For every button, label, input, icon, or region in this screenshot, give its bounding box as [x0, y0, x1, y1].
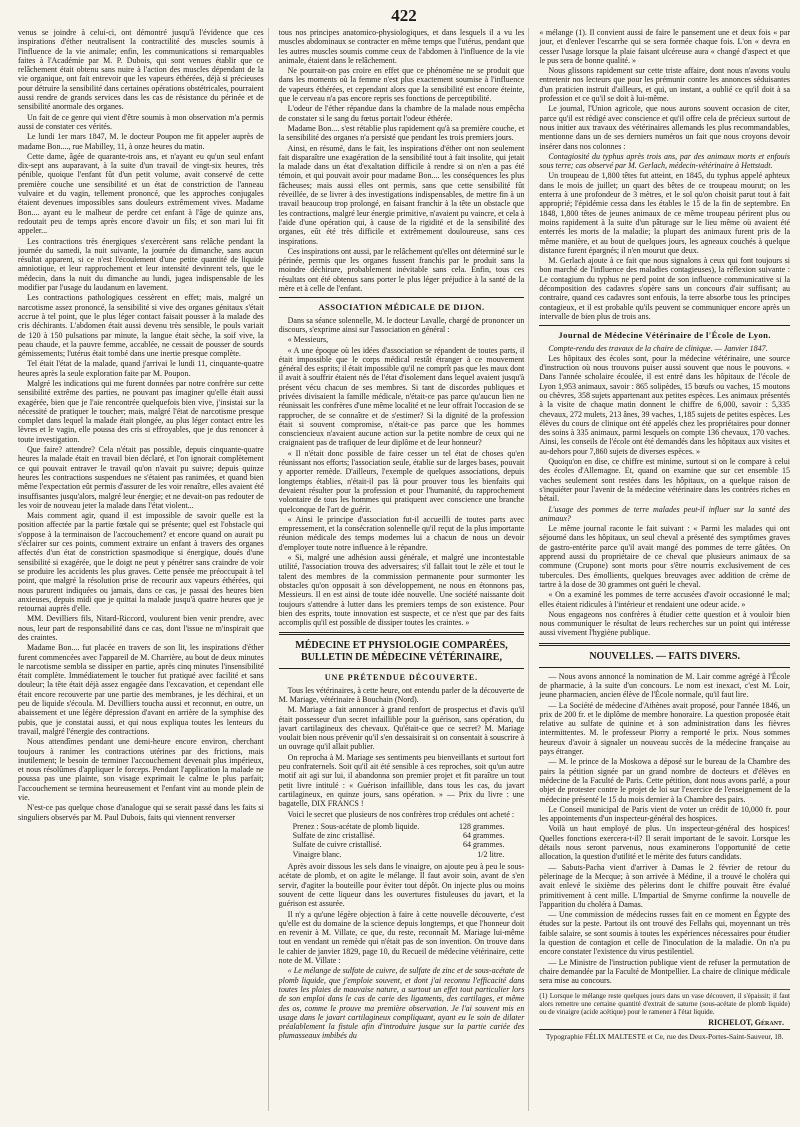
formula-row [293, 822, 525, 831]
section-divider [539, 667, 790, 668]
col3-paragraph: Nous glissons rapidement sur cette triste affaire, dont nous n'avons voulu entretenir nos lecteurs que pour les prémunir contre les annonces séduisantes d'un praticien instruit d'ailleurs, et qui, un instant, a oublié ce qu'il doit à sa profession et ce qu'il se doit à lui-même. [539, 66, 790, 104]
association-paragraph: « Si, malgré une adhésion aussi générale, et malgré une incontestable utilité, l'association trouva des adversaires; s'il fallait tout le zèle et tout le talent des membres de la commission permanente pour surmonter les obstacles qu'on opposait à son développement, ne nous en étonnons pas, Messieurs. Il en est ainsi de toute idée nouvelle. Une société naissante doit toujours s'attendre à lutter dans les premiers temps de son existence. Pour bien des esprits, toute innovation est suspecte, et ce n'est que par des faits accomplis qu'il est possible de dissiper toutes les craintes. » [278, 553, 525, 628]
formula-quantity: 64 grammes. [463, 840, 505, 850]
col1-paragraph: venus se joindre à celui-ci, ont démontré jusqu'à l'évidence que ces inspirations d'éther neutralisent la contractilité des muscles soumis à l'influence de la vie animale; enfin, les communications si remarquables faites à l'Académie par M. P. Dubois, qui sont venues établir que ce relâchement était obtenu sans nuire à l'action des muscles dépendant de la vie organique, ont fait entrevoir que les vapeurs éthérées, déjà si précieuses pour détruire la sensibilité dans certaines opérations obstétricales, pourraient aussi rendre de grands services dans les cas de résistance du périnée et de sensibilité anormale des organes. [18, 28, 264, 112]
news-item: — M. le prince de la Moskowa a déposé sur le bureau de la Chambre des pairs la pétition signée par un grand nombre de docteurs et d'élèves en médecine de la Faculté de Paris. Cette pétition, dont nous avons parlé, a pour objet de protester contre le projet de loi sur l'exercice de l'enseignement de la médecine présenté le 15 du mois dernier à la Chambre des pairs. [539, 757, 790, 804]
col2-paragraph: Ces inspirations ont aussi, par le relâchement qu'elles ont déterminé sur le périnée, permis que les organes fussent franchis par le produit sans la moindre déchirure, probablement inévitable sans cela. Enfin, tous ces résultats ont été obtenus sans porter le plus léger préjudice à la santé de la mère et à celle de l'enfant. [278, 246, 525, 294]
col1-paragraph: Madame Bon.... fut placée en travers de son lit, les inspirations d'éther furent commencées avec l'appareil de M. Charrière, au bout de deux minutes le narcotisme sembla se dissiper en partie, après cinq minutes l'insensibilité était complète. Immédiatement le toucher fut pratiqué avec facilité et sans douleur; la tête était déjà assez engagée dans l'excavation, et cependant elle était encore recouverte par une partie des membranes, je les déchirai, et un peu de liquide s'écoula. M. Devilliers toucha aussi et reconnut, en outre, un abaissement et une légère dépression d'avant en arrière de la symphise des pubis, que je constatai aussi, et qui nous expliqua toutes les lenteurs du travail, malgré l'énergie des contractions. [18, 643, 264, 736]
news-item: — Une commission de médecins russes fait en ce moment en Égypte des études sur la peste. Partout ils ont trouvé des Fellahs qui, moyennant un très faible salaire, se sont soumis à toutes les expériences nécessaires pour étudier la question de contagion et celle de l'inoculation de la maladie. On n'a pu encore constater l'existence du virus pestilentiel. [539, 910, 790, 957]
lyon-journal-subtitle: Compte-rendu des travaux de la chaire de clinique. — Janvier 1847. [548, 343, 768, 353]
veterinary-bulletin-header: MÉDECINE ET PHYSIOLOGIE COMPARÉES, BULLETIN DE MÉDECINE VÉTÉRINAIRE, [295, 640, 508, 664]
col2-paragraph: Ne pourrait-on pas croire en effet que ce phénomène ne se produit que dans les moments où la femme n'est plus exactement soumise à l'influence de vapeurs éthérées, et cependant alors que la sensibilité est encore éteinte, que le cerveau n'a pas encore repris ses fonctions de perceptibilité. [278, 66, 525, 104]
editor-signature: RICHELOT, Gérant. [708, 1017, 784, 1027]
veterinary-paragraph: Voici le secret que plusieurs de nos confrères trop crédules ont acheté : [287, 809, 515, 819]
col2-paragraph: Madame Bon.... s'est rétablie plus rapidement qu'à sa première couche, et la sensibilité des organes n'a persisté que pendant les trois premiers jours. [278, 123, 525, 143]
col3-paragraph: Le journal, l'Union agricole, que nous aurons souvent occasion de citer, parce qu'il est rédigé avec conscience et qu'il offre cela de précieux surtout de nous initier aux travaux des vétérinaires allemands les plus recommandables, mentionne dans un de ses derniers numéros un fait que nous croyons devoir insérer dans nos colonnes : [539, 104, 790, 151]
formula-row [293, 840, 525, 849]
formula-ingredient: Sulfate de cuivre cristallisé. [292, 840, 382, 850]
page-number: 422 [391, 6, 417, 25]
news-header: NOUVELLES. — FAITS DIVERS. [589, 650, 740, 662]
veterinary-paragraph: Après avoir dissous les sels dans le vinaigre, on ajoute peu à peu le sous-acétate de plomb, et on agite le mélange. Il faut avoir soin, avant de s'en servir, d'agiter la bouteille pour éviter tout dépôt. On injecte plus ou moins souvent de cette liqueur dans les ouvertures fistuleuses du javart, et la guérison est assurée. [278, 862, 525, 909]
contagion-title: Contagiosité du typhus après trois ans, par des animaux morts et enfouis sous terre; cas observé par M. Gerlach, médecin-vétérinaire à Hettstadt. [539, 151, 790, 171]
col1-paragraph: Cette dame, âgée de quarante-trois ans, et n'ayant eu qu'un seul enfant dix-sept ans auparavant, à la suite d'un travail de vingt-six heures, très pénible, quoique l'enfant fût d'un petit volume, avait conservé de cette première couche une sensibilité et un état de constriction de l'anneau vulvaire et du vagin, tellement prononcé, que les approches conjugales étaient devenues impossibles sans douleurs extrêmement vives. Madame Bon.... ayant eu le malheur de perdre cet enfant à l'âge de quinze ans, redoutait peu de temps après encore d'avoir un fils; et son mari lui fit appeler... [18, 151, 264, 236]
formula-ingredient: Vinaigre blanc. [292, 849, 342, 859]
column-1 [18, 28, 269, 1111]
formula-ingredient: Prenez : Sous-acétate de plomb liquide. [292, 821, 420, 831]
veterinary-paragraph: On reprocha à M. Mariage ses sentiments peu bienveillants et surtout fort peu confraternels. Soit qu'il ait été sensible à ces reproches, soit qu'un autre motif ait agi sur lui, il abandonna son premier projet et fit paraître un tout petit livre intitulé : « Guérison infaillible, dans tous les cas, du javart cartilagineux, en quinze jours, sans opération. » — Prix du livre : une bagatelle, DIX FRANCS ! [278, 752, 525, 809]
remedy-formula [293, 822, 525, 859]
col1-paragraph: Les contractions pathologiques cessèrent en effet; mais, malgré un narcotisme assez prononcé, la sensibilité si vive des organes génitaux s'était accrue à tel point, que le plus léger contact faisait pousser à la malade des cris déchirants. L'abdomen était aussi devenu très sensible, le pouls variait de 120 à 150 pulsations par minute, la langue était sèche, la soif vive, la peau chaude, et la pauvre femme, accablée, ne cessait de pousser de sourds gémissements; l'utérus était tombé dans une inertie presque complète. [18, 293, 264, 359]
lyon-paragraph: Les hôpitaux des écoles sont, pour la médecine vétérinaire, une source d'instruction où nous trouvons puiser aussi souvent que nous le pouvons. « Dans l'année scholaire écoulée, il est entré dans les hôpitaux de l'école de Lyon 1,953 animaux, savoir : 865 solipèdes, 15 bœufs ou vaches, 15 moutons ou chèvres, 358 sujets appartenant aux petites espèces. Les animaux présentés à la visite de chaque matin donnent le chiffre de 6,000, savoir : 5,335 chevaux, 272 mulets, 213 ânes, 39 vaches, 1,185 sujets de petites espèces. Les élèves du cours de clinique ont été appelés chez les propriétaires pour donner des soins à 335 animaux, parmi lesquels on compte 136 chevaux, 170 vaches. Ainsi, les conseils de l'école ont été demandés dans les hôpitaux aux visites et au-dehors pour 7,860 sujets de diverses espèces. » [539, 353, 790, 456]
potatoes-paragraph: Le même journal raconte le fait suivant : « Parmi les malades qui ont séjourné dans les hôpitaux, un seul cheval a présenté des symptômes graves de gastro-entérite parce qu'il avait mangé des pommes de terre gâtées. On apprend aussi du propriétaire de ce cheval que plusieurs animaux de sa commune (Crupone) sont morts pour s'être nourris exclusivement de ces tubercules. Des émollients, quelques breuvages avec addition de crème de tartre à la dose de 30 grammes ont guéri le cheval. [539, 524, 790, 589]
formula-quantity: 1/2 litre. [477, 849, 505, 859]
section-divider [279, 632, 525, 635]
col1-paragraph: Tel était l'état de la malade, quand j'arrivai le lundi 11, cinquante-quatre heures après la seule exploration faite par M. Poupon. [18, 359, 264, 378]
news-item: Le Conseil municipal de Paris vient de voter un crédit de 10,000 fr. pour les appointements d'un inspecteur-général des hospices. [539, 804, 790, 824]
col2-paragraph: L'odeur de l'éther répandue dans la chambre de la malade nous empêcha de constater si le sang du fœtus portait l'odeur éthérée. [278, 104, 525, 123]
col1-paragraph: Les contractions très énergiques s'exercèrent sans relâche pendant la journée du samedi, la nuit suivante, la journée du dimanche, sans aucun résultat apparent, si ce n'est l'écoulement d'une petite quantité de liquide amniotique, et leur rapprochement et leur intensité devinrent tels, que le médecin, dans la nuit du dimanche au lundi, jugea indispensable de les modifier par l'usage du laudanum en lavement. [18, 236, 264, 293]
formula-quantity: 64 grammes. [463, 831, 505, 841]
association-paragraph: « Ainsi le principe d'association fut-il accueilli de toutes parts avec empressement, et la consécration solennelle qu'il reçut de la plus importante réunion médicale des temps modernes lui a chacun de nous un devoir d'employer toute notre influence à le répandre. [278, 514, 525, 552]
association-paragraph: « Il n'était donc possible de faire cesser un tel état de choses qu'en réunissant nos efforts; l'association seule, établie sur de larges bases, pouvait y apporter remède. D'ailleurs, l'exemple de quelques associations, depuis longtemps établies, n'était-il pas là pour prouver tous les bienfaits qui devaient résulter pour la profession et pour l'humanité, du rapprochement volontaire de tous les hommes qui pratiquent avec conscience une branche quelconque de l'art de guérir. [278, 448, 525, 514]
news-item: — Le Ministre de l'instruction publique vient de refuser la permutation de chaire demandée par la Faculté de Montpellier. La chaire de clinique médicale sera mise au concours. [539, 957, 790, 986]
veterinary-paragraph: Tous les vétérinaires, à cette heure, ont entendu parler de la découverte de M. Mariage, vétérinaire à Bouchain (Nord). [278, 685, 525, 704]
potatoes-paragraph: « On a examiné les pommes de terre accusées d'avoir occasionné le mal; elles étaient ridicules à l'intérieur et rendaient une odeur acide. » [539, 590, 790, 609]
col1-paragraph: Nous attendîmes pendant une demi-heure encore environ, cherchant toujours à ranimer les contractions utérines par des frictions, mais inutilement; le besoin de terminer l'accouchement devenait plus impérieux, et nous résolûmes d'appliquer le forceps. Pendant l'application la malade ne poussa pas une plainte, son visage exprimait le calme le plus parfait; l'accouchement se termina heureusement et l'enfant vint au monde plein de vie. [18, 737, 264, 803]
col1-paragraph: Malgré les indications qui me furent données par notre confrère sur cette sensibilité extrême des parties, ne pouvant pas imaginer qu'elle était aussi exagérée, bien que je l'aie rencontrée quelquefois bien vive, j'insistai sur la nécessité de pratiquer le toucher; mais, malgré l'état de narcotisme presque complet dans lequel la malade était plongée, au plus léger contact entre les lèvres et le vagin, elle poussa des cris si effroyables, que je dus renoncer à toute investigation. [18, 378, 264, 444]
lyon-paragraph: Quoiqu'on en dise, ce chiffre est minime, surtout si on le compare à celui des écoles d'Allemagne. Et, quand on examine que sur cet ensemble 15 vaches seulement sont restées dans les hôpitaux, on a quelque raison de s'inquiéter pour l'avenir de la médecine vétérinaire dans les contrées riches en bétail. [539, 457, 790, 504]
veterinary-bulletin-subtitle: UNE PRÉTENDUE DÉCOUVERTE. [324, 673, 479, 683]
association-intro: Dans sa séance solennelle, M. le docteur Lavalle, chargé de prononcer un discours, s'exprime ainsi sur l'association en général : [278, 315, 525, 334]
col1-paragraph: MM. Devilliers fils, Nitard-Riccord, voulurent bien venir prendre, avec nous, leur part de responsabilité dans ce cas, dont l'issue ne m'inspirait que des craintes. [18, 614, 264, 642]
col1-paragraph: Que faire? attendre? Cela n'était pas possible, depuis cinquante-quatre heures la malade était en travail bien déclaré, et l'on ignorait complètement ce qui pouvait entraver le travail qu'on n'avait pu suivre; depuis quinze heures les contractions suspendues ne s'étaient pas ranimées, et quand bien même l'expectation eût permis d'assurer de les voir renaître, elles avaient été insuffisantes jusqu'alors, malgré leur énergie; et ne devait-on pas redouter de les voir de nouveau jeter la malade dans l'état violent... [18, 445, 264, 510]
section-divider [539, 643, 790, 646]
formula-row [293, 831, 525, 840]
footnote: (1) Lorsque le mélange reste quelques jours dans un vase découvert, il s'épaissit; il faut alors remettre une certaine quantité d'extrait de saturne (sous-acétate de plomb liquide) ou de vinaigre (acide acétique) pour le ramener à l'état liquide. [539, 989, 790, 1016]
col2-paragraph: tous nos principes anatomico-physiologiques, et dans lesquels il a vu les muscles abdominaux se contracter en même temps que l'utérus, pendant que les autres muscles soumis comme ceux de l'abdomen à l'influence de la vie animale, étaient dans le relâchement. [278, 28, 525, 65]
news-item: Voilà un haut employé de plus. Un inspecteur-général des hospices! Quelles fonctions exercera-t-il? Il serait important de le savoir. Lorsque les détails nous seront parvenus, nous examinerons l'opportunité de cette allocation, la question d'utilité et le mérite des futurs candidats. [539, 824, 790, 862]
news-item: — La Société de médecine d'Athènes avait proposé, pour l'année 1846, un prix de 200 fr. et le diplôme de membre honoraire. La question proposée était relative au sulfate de quinine et à son administration dans les fièvres intermittentes. M. le professeur Piorry a remporté le prix. Nous sommes heureux d'avoir à signaler un nouveau succès de la médecine française au pays étranger. [539, 700, 790, 757]
section-divider [279, 297, 525, 298]
col3-paragraph: « mélange (1). Il convient aussi de faire le pansement une et deux fois « par jour, et d'enlever l'escarrhe qui se sera formée chaque fois. L'on « devra en cesser l'usage lorsque la plaie faisant ulcéreuse aura « changé d'aspect et que le pus sera de bonne qualité. » [539, 28, 790, 65]
news-item: — Sabuts-Pacha vient d'arriver à Damas le 2 février de retour du pèlerinage de la Mecque; à son arrivée à Médine, il a trouvé le choléra qui avait enlevé le sixième des pèlerins dont le chiffre pouvait être évalué primitivement à cent mille. L'Impartial de Smyrne confirme la nouvelle de l'apparition du choléra à Damas. [539, 862, 790, 909]
col1-paragraph: N'est-ce pas quelque chose d'analogue qui se serait passé dans les faits si singuliers observés par M. Paul Dubois, faits qui viennent renverser [18, 803, 264, 822]
section-divider [279, 668, 525, 669]
potatoes-title: L'usage des pommes de terre malades peut-il influer sur la santé des animaux? [539, 504, 790, 523]
association-paragraph: « A une époque où les idées d'association se répandent de toutes parts, il était impossible que le corps médical restât étranger à ce mouvement général des esprits; il était impossible qu'il ne comprît pas que les maux dont il avait à souffrir étaient nés de l'état d'isolement dans lequel avaient jusqu'à présent vécu chacun de ses membres. Si tant de discordes publiques et privées divisaient la famille médicale, n'était-ce pas parce qu'aucun lien ne réunissait les confrères d'une même localité et ne leur offrait l'occasion de se rapprocher, de se connaître et de s'estimer? Si la dignité de la profession était si souvent compromise, n'était-ce pas parce que les hommes consciencieux n'avaient aucune action sur la petite nombre de ceux qui ne craignaient pas de trafiquer de leur diplôme et de leur honneur? [278, 345, 525, 448]
column-3 [539, 28, 790, 1111]
contagion-paragraph: M. Gerlach ajoute à ce fait que nous signalons à ceux qui font toujours si bon marché de l'influence des maladies contagieuses), la réflexion suivante : Le contagium du typhus ne perd point de son influence communicative si la décomposition des cadavres s'opère sans un concours d'air suffisant; au contraire, quand ces cadavres sont enfouis, la terre absorbe tous les principes contagieux, et il est probable qu'ils peuvent se communiquer encore après un intervalle de bien plus de trois ans. [539, 256, 790, 321]
section-divider [539, 325, 790, 326]
potatoes-paragraph: Nous engageons nos confrères à étudier cette question et à vouloir bien nous communiquer le résultat de leurs recherches sur un point qui intéresse aussi vivement l'hygiène publique. [539, 609, 790, 638]
association-paragraph: « Messieurs, [287, 335, 329, 345]
veterinary-quote: « Le mélange de sulfate de cuivre, de sulfate de zinc et de sous-acétate de plomb liquide, que j'emploie souvent, et dont j'ai reconnu l'efficacité dans toutes les plaies de mauvaise nature, a surtout un effet tout particulier lors de son emploi dans le cas de carie des ligaments, des cartilages, et même des os, comme le prouve ma première observation. Je l'ai souvent mis en usage dans le javart cartilagineux compliquant, ayant eu le soin de dilater préalablement la fistule afin d'introduire jusque sur la partie cariée des plumasseaux imbibés du [278, 966, 525, 1041]
veterinary-paragraph: Il n'y a qu'une légère objection à faire à cette nouvelle découverte, c'est qu'elle est du domaine de la science depuis longtemps, et que l'honneur doit en revenir à M. Villate, ce que, du reste, reconnaît M. Mariage lui-même tout en vendant un remède qui n'était pas de son invention. On trouve dans le cahier de janvier 1829, page 10, du Recueil de médecine vétérinaire, cette note de M. Villate : [278, 909, 525, 966]
contagion-paragraph: Un troupeau de 1,800 têtes fut atteint, en 1845, du typhus appelé aphteux dans le mois de juillet; un quart des bêtes de ce troupeau mourut; on les enterra à une profondeur de 3 mètres, et le sol qu'on choisit parut tout à fait approprié; l'épidémie cessa dans les étables le 15 de la fin de septembre. En 1848, 1,800 têtes de jeunes animaux de ce même troupeau périrent plus ou moins rapidement à la suite d'un pâturage sur le lieu même où avaient été enterrés les morts de la maladie; la plupart des animaux furent pris de la même manière, et au bout de quelques jours, les agneaux couchés à quelque distance furent épargnés; il n'en mourut que deux. [539, 171, 790, 255]
formula-quantity: 128 grammes. [459, 821, 505, 831]
column-2 [279, 28, 530, 1111]
formula-ingredient: Sulfate de zinc cristallisé. [292, 831, 375, 841]
three-column-layout [18, 28, 790, 1111]
news-item: — Nous avons annoncé la nomination de M. Lair comme agrégé à l'École de pharmacie, à la suite d'un concours. Le nom est inexact, c'est M. Loir, jeune pharmacien, ancien élève de l'École normale, qu'il faut lire. [539, 671, 790, 700]
lyon-journal-header: Journal de Médecine Vétérinaire de l'École de Lyon. [558, 330, 771, 341]
veterinary-paragraph: M. Mariage a fait annoncer à grand renfort de prospectus et d'avis qu'il était possesseur d'un secret infaillible pour la guérison, sans opération, du javart cartilagineux des chevaux. Qu'était-ce que ce secret? M. Mariage voulait bien nous prévenir qu'il s'en dessaisirait si on consentait à souscrire à un ouvrage qu'il allait publier. [278, 705, 525, 752]
formula-row [293, 850, 525, 859]
association-title: ASSOCIATION MÉDICALE DE DIJON. [318, 302, 485, 313]
col1-paragraph: Un fait de ce genre qui vient d'être soumis à mon observation m'a permis aussi de constater ces vérités. [18, 112, 264, 131]
col2-paragraph: Ainsi, en résumé, dans le fait, les inspirations d'éther ont non seulement fait disparaître une exagération de la sensibilité tout à fait insolite, qui jetait la malade dans un état d'exaltation difficile à rendre si on n'en a pas été témoin, et qui pouvait avoir pour madame Bon.... les conséquences les plus fâcheuses; mais aussi elles ont permis, sans que cette sensibilité fût réveillée, de se livrer à des investigations indispensables, de mettre fin à un travail beaucoup trop prolongé, en faisant franchir à la tête un obstacle que les contractions, malgré leur énergie primitive, n'avaient pu vaincre, et cela à l'aide d'une opération qui, à cause de la rigidité et de la sensibilité des organes, eût été très difficile et extrêmement douloureuse, sans ces inspirations. [278, 143, 525, 246]
printer-imprint: Typographie FÉLIX MALTESTE et Ce, rue des Deux-Portes-Saint-Sauveur, 18. [539, 1029, 790, 1041]
col1-paragraph: Mais comment agir, quand il est impossible de savoir quelle est la position affectée par la partie fœtale qui se présente; quel est l'obstacle qui s'oppose à la terminaison de l'accouchement? et encore quand on aurait pu s'éclairer sur ces points, comment extraire un enfant à travers des organes affectés d'un état de constriction spasmodique si énergique, doués d'une sensibilité si exagérée, que le doigt ne peut y pénétrer sans craindre de voir se produire les accidents les plus graves. Cette pensée me préoccupait à tel point, que malgré la résolution prise de recourir aux vapeurs éthérées, qui nous parurent indiquées ou jamais, dans ce cas, je passai des heures bien anxieuses, depuis midi que je quittai la malade jusqu'à quatre heures que je retournai auprès d'elle. [18, 511, 264, 614]
col1-paragraph: Le lundi 1er mars 1847, M. le docteur Poupon me fit appeler auprès de madame Bon...., rue Mabilley, 11, à onze heures du matin. [18, 132, 264, 151]
